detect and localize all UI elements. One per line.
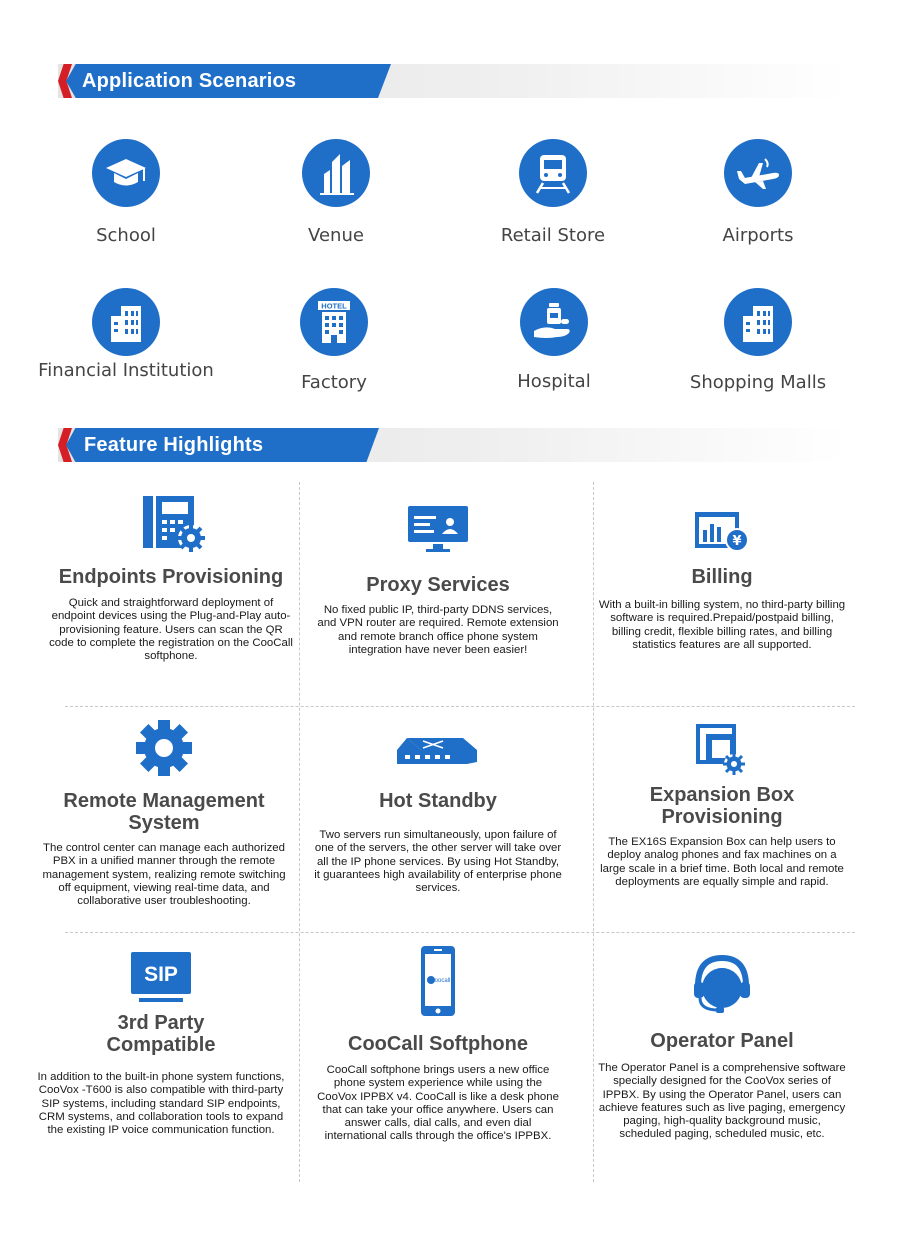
feature-proxy-services: Proxy Services No fixed public IP, third-party DDNS services, and VPN router are required. Remote extension and remote branch office phone system integration have never been easier!: [313, 492, 563, 657]
hotel-sign: HOTEL: [321, 301, 347, 311]
scenarios-title: Application Scenarios: [82, 70, 297, 92]
gear-icon: [39, 716, 289, 778]
features-banner: [58, 428, 848, 462]
feature-expansion-box: Expansion Box Provisioning The EX16S Expansion Box can help users to deploy analog phones and fax machines on a large scale in a brief time. Both local and remote deployments are equally simple and rapid.: [597, 716, 847, 889]
feature-3rd-party-compatible: SIP 3rd Party Compatible In addition to the built-in phone system functions, CooVox -T600 is also compatible with third-party SIP systems, including standard SIP endpoints, CRM systems, and collaboration tools to expand the existing IP voice communication function.: [36, 944, 286, 1137]
svg-text:¥: ¥: [732, 534, 742, 549]
features-title: Feature Highlights: [84, 434, 264, 456]
scenario-airports: Airports: [648, 139, 868, 247]
scenario-financial-institution: Financial Institution: [16, 288, 236, 382]
sip-icon: [36, 944, 286, 1006]
servers-icon: [313, 716, 563, 778]
feature-coocall-softphone: coocall CooCall Softphone CooCall softphone brings users a new office phone system experience while using the CooVox IPPBX v4. CooCall is like a desk phone that can take your office anywhere. Users can answer calls, dial calls, and even dial international calls through the office's IPPBX.: [313, 944, 563, 1144]
phone-gear-icon: [46, 492, 296, 554]
office-building-icon: [92, 288, 160, 356]
scenario-hospital: Hospital: [444, 288, 664, 393]
grid-divider: [593, 482, 594, 1182]
graduation-cap-icon: [92, 139, 160, 207]
grid-divider: [299, 482, 300, 1182]
coocall-badge: coocall: [431, 978, 451, 984]
smartphone-icon: [313, 944, 563, 1018]
scenarios-banner: [58, 64, 848, 98]
train-icon: [519, 139, 587, 207]
feature-hot-standby: Hot Standby Two servers run simultaneously, upon failure of one of the servers, the other server will take over all the IP phone services. By using Hot Standby, it guarantees high availability of enterprise phone services.: [313, 716, 563, 895]
scenario-retail-store: Retail Store: [443, 139, 663, 247]
scenario-shopping-malls: Shopping Malls: [648, 288, 868, 394]
billing-chart-icon: [597, 492, 847, 554]
feature-billing: ¥ Billing With a built-in billing system, no third-party billing software is required.Prepaid/postpaid billing, billing credit, flexible billing rates, and billing statistics features are all supported.: [597, 492, 847, 652]
medicine-hand-icon: [520, 288, 588, 356]
scenario-venue: Venue: [226, 139, 446, 247]
scenario-factory: HOTEL Factory: [224, 288, 444, 394]
mall-building-icon: [724, 288, 792, 356]
headset-icon: [597, 944, 847, 1016]
grid-divider: [65, 706, 855, 707]
grid-divider: [65, 932, 855, 933]
feature-remote-management: Remote Management System The control center can manage each authorized PBX in a unified manner through the remote management system, realizing remote switching off equipment, viewing real-time data, and collaborative user troubleshooting.: [39, 716, 289, 908]
monitor-id-icon: [313, 492, 563, 554]
scenario-school: School: [16, 139, 236, 247]
airplane-icon: [724, 139, 792, 207]
expansion-box-icon: [597, 716, 847, 778]
feature-endpoints-provisioning: Endpoints Provisioning Quick and straightforward deployment of endpoint devices using the Plug-and-Play auto-provisioning feature. Users can scan the QR code to complete the registration on the CooCall softphone.: [46, 492, 296, 663]
feature-operator-panel: Operator Panel The Operator Panel is a comprehensive software specially designed for the CooVox series of IPPBX. By using the Operator Panel, users can achieve features such as live paging, emergency paging, high-quality background music, scheduled paging, scheduled music, etc.: [597, 944, 847, 1142]
hotel-icon: [300, 288, 368, 356]
buildings-icon: [302, 139, 370, 207]
sip-badge: SIP: [144, 963, 178, 986]
